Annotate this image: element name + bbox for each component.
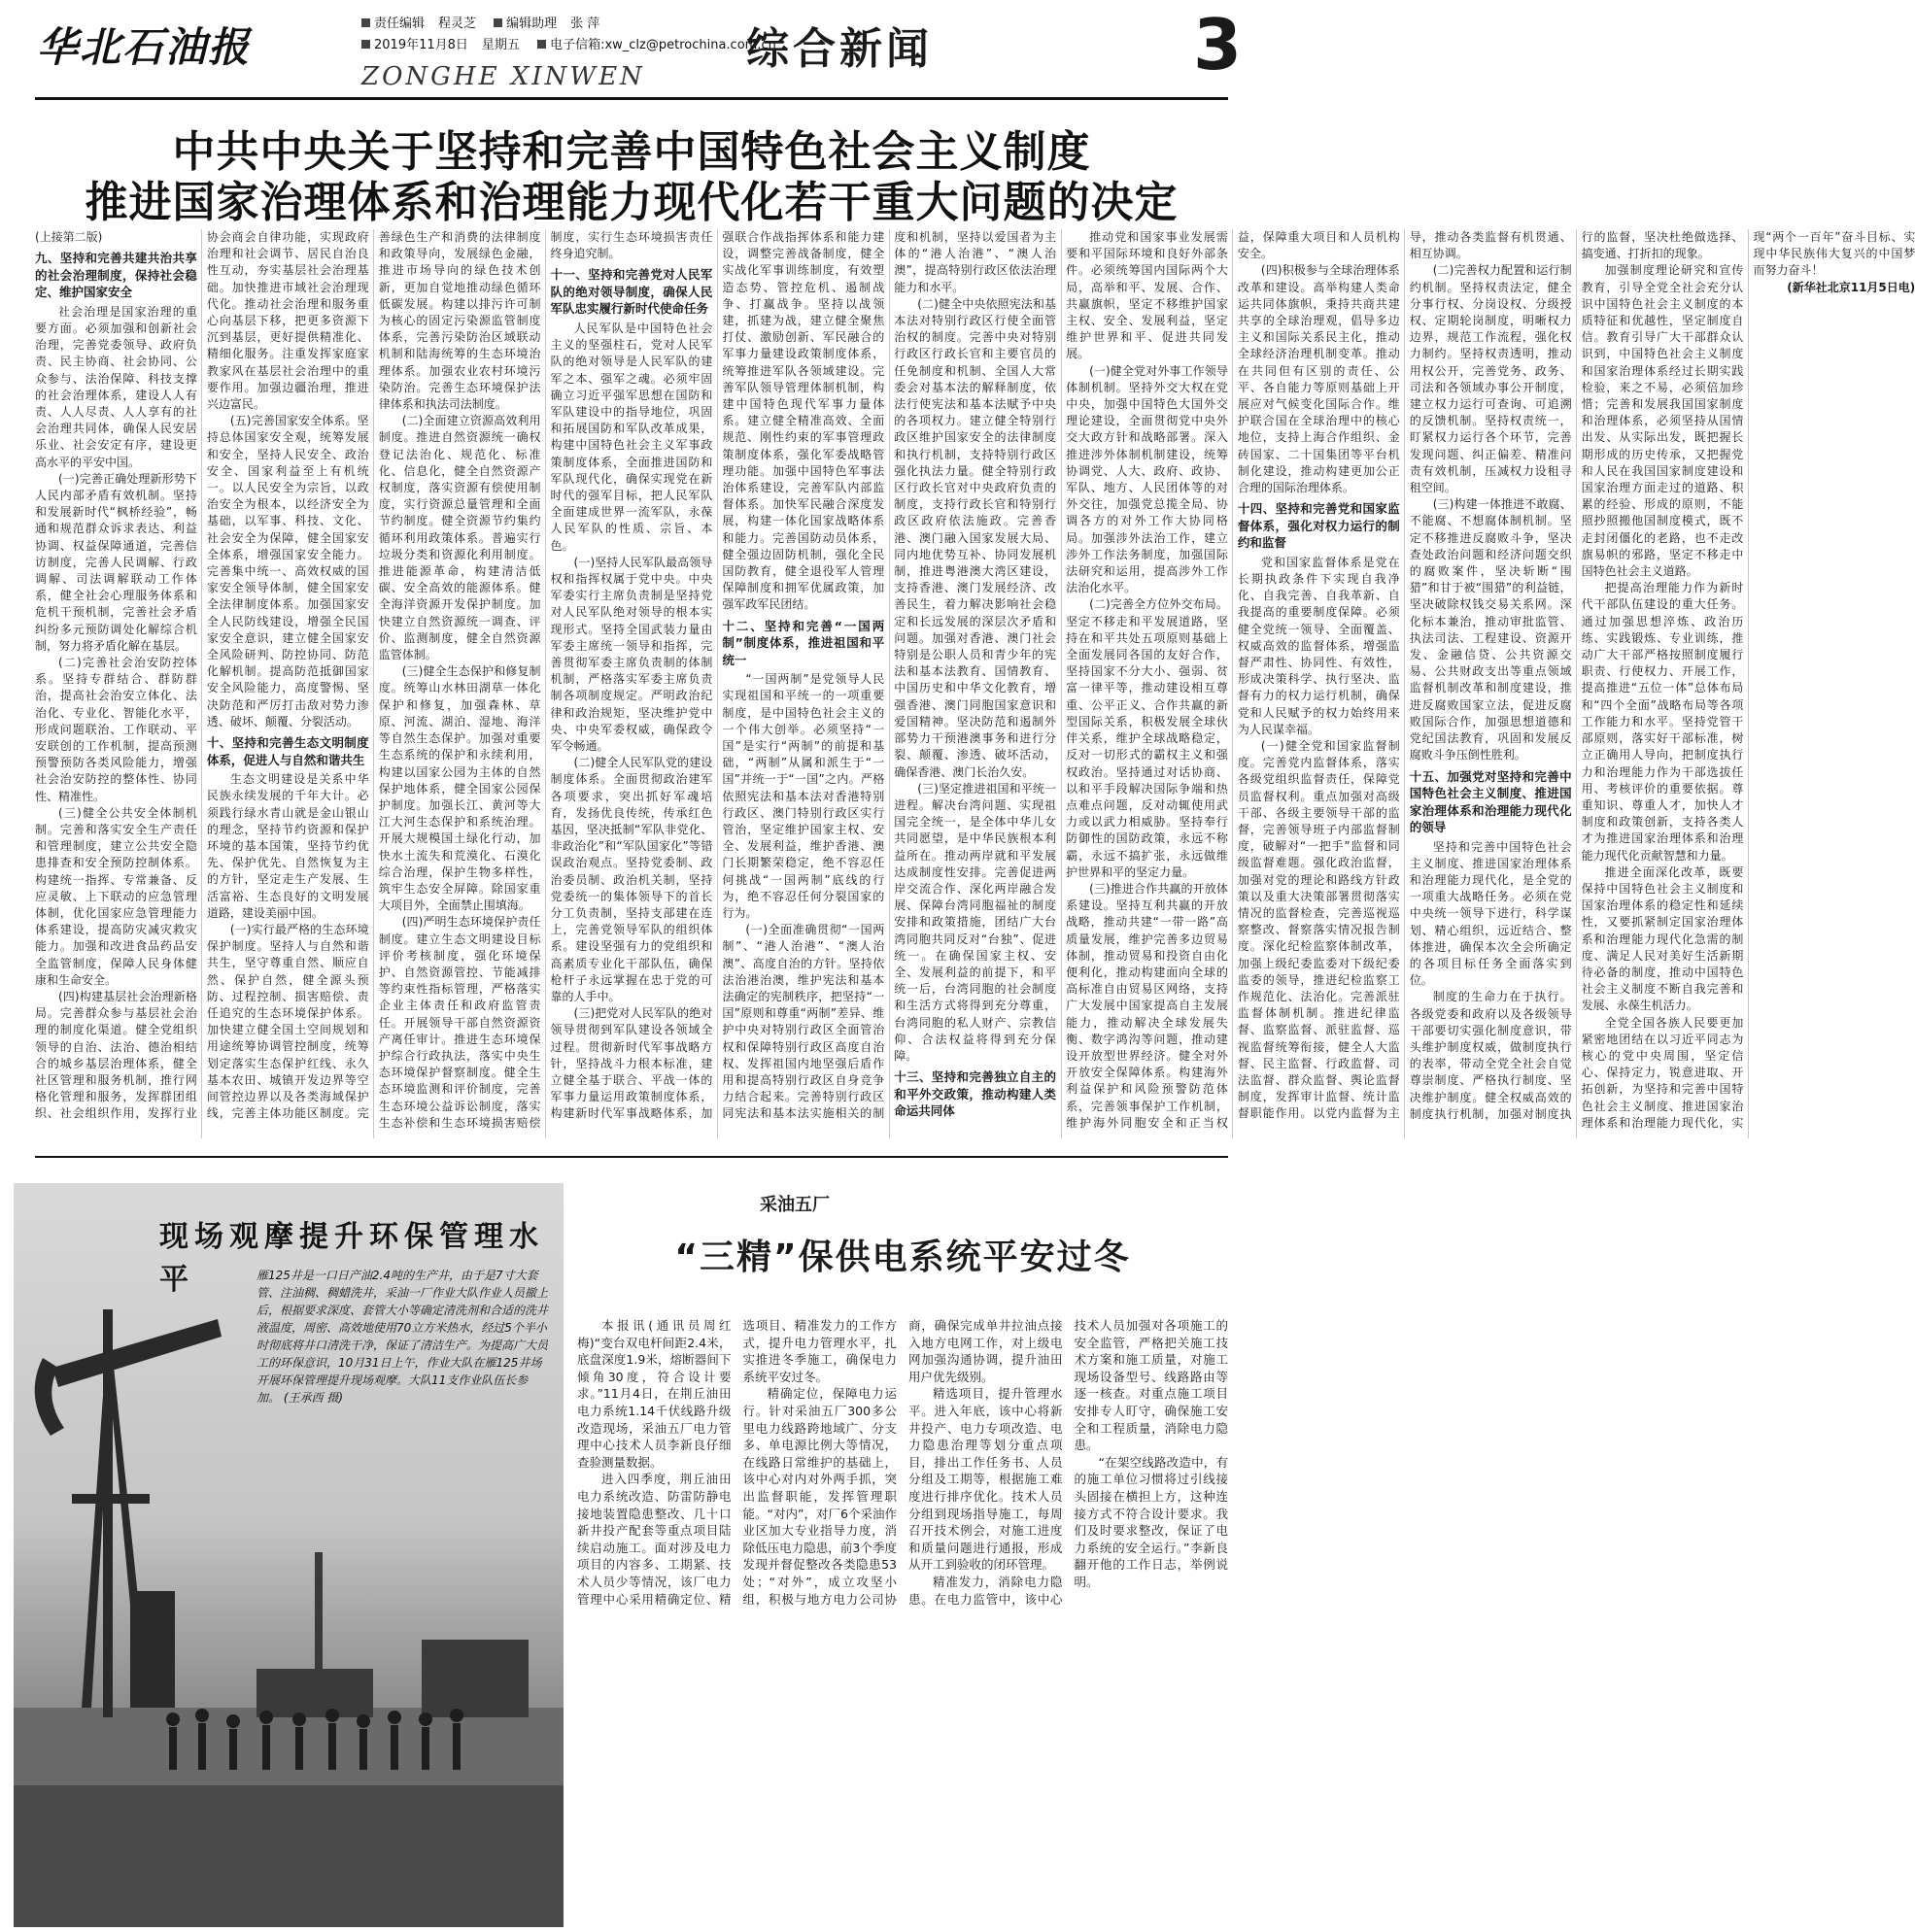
story-body: [577, 1317, 1228, 1927]
story-paragraph: 精确定位，保障电力运行。针对采油五厂300多公里电力线路跨地域广、分支多、单电源比例大等情况，在线路日常维护的基础上，该中心对内对外两手抓，突出监督职能，发挥管理职能。“对内”，对厂6个采油作业区加大专业指导力度，消除低压电力隐患，前3个季度发现并督促整改各类隐患53处；“对外”，成立攻坚小组，积极与地方电力公司协商，确保完成单井拉油点接入地方电网工作，对上级电网加强沟通协调，提升油田用户优先级别。: [742, 1318, 1063, 1607]
photo-caption: [256, 1267, 548, 1407]
editor-label: 责任编辑: [374, 17, 426, 31]
section-title: 综合新闻: [746, 24, 933, 74]
email-address: xw_clz@petrochina.com.cn: [604, 38, 776, 52]
headline-line-1: 中共中央关于坚持和完善中国特色社会主义制度: [172, 127, 1091, 177]
story-paragraph: 本报讯(通讯员周红梅)“变台双电杆间距2.4米，底盘深度1.9米，熔断器间下倾角30度，符合设计要求。”11月4日，在荆丘油田电力系统1.14千伏线路升级改造现场，采油五厂电力管理中心技术人员李新良仔细查验测量数据。: [577, 1318, 732, 1470]
story-paragraph: 精选项目，提升管理水平。进入年底，该中心将新井投产、电力专项改造、电力隐患治理等划分重点项目，排出工作任务书、人员分组及工期等，根据施工难度进行排序优化。技术人员分组到现场指导施工，每周召开技术例会，对施工进度和质量问题进行通报，形成从开工到验收的闭环管理。: [908, 1386, 1063, 1573]
section-heading: 十、坚持和完善生态文明制度体系，促进人与自然和谐共生: [206, 735, 369, 767]
article-paragraph: 党和国家监督体系是党在长期执政条件下实现自我净化、自我完善、自我革新、自我提高的重要制度保障。必须健全党统一领导、全面覆盖、权威高效的监督体系，增强监督严肃性、协同性、有效性，形成决策科学、执行坚决、监督有力的权力运行机制，确保党和人民赋予的权力始终用来为人民谋幸福。: [1237, 555, 1400, 736]
article-paragraph: 推进全面深化改革，既要保持中国特色社会主义制度和国家治理体系的稳定性和延续性，又要抓紧制定国家治理体系和治理能力现代化急需的制度、满足人民对美好生活新期待必备的制度，推动中国特色社会主义制度不断自我完善和发展、永葆生机活力。: [1581, 864, 1744, 1013]
article-paragraph: (二)完善社会治安防控体系。坚持专群结合、群防群治，提高社会治安立体化、法治化、专业化、智能化水平，形成问题联治、工作联动、平安联创的工作机制，提高预测预警预防各类风险能力，增强社会治安防控的整体性、协同性、精准性。: [35, 655, 197, 803]
article-paragraph: (三)把党对人民军队的绝对领导贯彻到军队建设各领域全过程。贯彻新时代军事战略方针，坚持战斗力根本标准，建立健全基于联合、平战一体的军事力量运用政策制度体系，构建新时代军事战略体系，加强联合作战指挥体系和能力建设，调整完善战备制度，健全实战化军事训练制度，有效塑造态势、管控危机、遏制战争、打赢战争。坚持以战领建，抓建为战，建立健全聚焦打仗、激励创新、军民融合的军事力量建设政策制度体系，统筹推进军队各领域建设。完善军队领导管理体制机制，构建中国特色现代军事力量体系。建立健全精准高效、全面规范、刚性约束的军事管理政策制度体系，强化军委战略管理功能。加强中国特色军事法治体系建设，完善军队内部监督体系。加快军民融合深度发展，构建一体化国家战略体系和能力。完善国防动员体系，健全强边固防机制，强化全民国防教育，健全退役军人管理保障制度和拥军优属政策，加强军政军民团结。: [550, 230, 885, 1121]
article-paragraph: “一国两制”是党领导人民实现祖国和平统一的一项重要制度，是中国特色社会主义的一个伟大创举。必须坚持“一国”是实行“两制”的前提和基础，“两制”从属和派生于“一国”并统一于“一国”之内。严格依照宪法和基本法对香港特别行政区、澳门特别行政区实行管治，坚定维护国家主权、安全、发展利益，维护香港、澳门长期繁荣稳定，绝不容忍任何挑战“一国两制”底线的行为，绝不容忍任何分裂国家的行为。: [722, 672, 885, 921]
square-bullet-icon: [537, 40, 546, 49]
main-article: [35, 229, 1915, 1138]
article-paragraph: (一)实行最严格的生态环境保护制度。坚持人与自然和谐共生，坚守尊重自然、顺应自然、保护自然，健全源头预防、过程控制、损害赔偿、责任追究的生态环境保护体系。加快建立健全国土空间规划和用途统筹协调管控制度，统筹划定落实生态保护红线、永久基本农田、城镇开发边界等空间管控边界以及各类海域保护线，完善主体功能区制度。完善绿色生产和消费的法律制度和政策导向，发展绿色金融，推进市场导向的绿色技术创新，更加自觉地推动绿色循环低碳发展。构建以排污许可制为核心的固定污染源监管制度体系，完善污染防治区域联动机制和陆海统筹的生态环境治理体系。加强农业农村环境污染防治。完善生态环境保护法律体系和执法司法制度。: [206, 230, 541, 1121]
assistant-name: 张 萍: [570, 17, 600, 31]
section-heading: 十二、坚持和完善“一国两制”制度体系，推进祖国和平统一: [722, 618, 885, 667]
square-bullet-icon: [494, 18, 502, 27]
editor-name: 程灵芝: [438, 17, 477, 31]
headline-line-2: 推进国家治理体系和治理能力现代化若干重大问题的决定: [85, 178, 1179, 227]
story-paragraph: 精准发力，消除电力隐患。在电力监管中，该中心技术人员加强对各项施工的安全监管，严格把关施工技术方案和施工质量，对施工现场设备型号、线路路由等逐一核查。对重点施工项目安排专人盯守，确保施工安全和工程质量，消除电力隐患。: [908, 1318, 1228, 1607]
article-paragraph: 生态文明建设是关系中华民族永续发展的千年大计。必须践行绿水青山就是金山银山的理念，坚持节约资源和保护环境的基本国策，坚持节约优先、保护优先、自然恢复为主的方针，坚定走生产发展、生活富裕、生态良好的文明发展道路，建设美丽中国。: [206, 772, 369, 920]
story-title: “三精”保供电系统平安过冬: [674, 1237, 1131, 1277]
assistant-label: 编辑助理: [506, 17, 558, 31]
article-sections: [35, 229, 1915, 1138]
article-paragraph: 加强制度理论研究和宣传教育，引导全党全社会充分认识中国特色社会主义制度的本质特征和优越性，坚定制度自信。教育引导广大干部群众认识到，中国特色社会主义制度和国家治理体系经过长期实践检验，来之不易，必须倍加珍惜；完善和发展我国国家制度和治理体系，必须坚持从国情出发、从实际出发，既把握长期形成的历史传承，又把握党和人民在我国国家制度建设和国家治理方面走过的道路、积累的经验、形成的原则，不能照抄照搬他国制度模式，既不走封闭僵化的老路，也不走改旗易帜的邪路，坚定不移走中国特色社会主义道路。: [1581, 263, 1744, 579]
newspaper-logo: 华北石油报: [37, 23, 252, 71]
section-heading: 十一、坚持和完善党对人民军队的绝对领导制度，确保人民军队忠实履行新时代使命任务: [550, 267, 713, 317]
bottom-divider: [35, 1156, 1228, 1158]
story-paragraph: 进入四季度，荆丘油田电力系统改造、防雷防静电接地装置隐患整改、几十口新井投产配套等重点项目陆续启动施工。面对涉及电力项目的内容多、工期紧、技术人员少等情况，该厂电力管理中心采用精确定位、精选项目、精准发力的工作方式，提升电力管理水平，扎实推进冬季施工，确保电力系统平安过冬。: [577, 1318, 897, 1607]
article-paragraph: (一)坚持人民军队最高领导权和指挥权属于党中央。中央军委实行主席负责制是坚持党对人民军队绝对领导的根本实现形式。坚持全国武装力量由军委主席统一领导和指挥，完善贯彻军委主席负责制的体制机制，严格落实军委主席负责制各项制度规定。严明政治纪律和政治规矩，坚决维护党中央、中央军委权威，确保政令军令畅通。: [550, 555, 713, 753]
masthead-rule: [35, 97, 1228, 100]
masthead: [0, 0, 1263, 97]
article-paragraph: 坚持和完善中国特色社会主义制度、推进国家治理体系和治理能力现代化，是全党的一项重大战略任务。必须在党中央统一领导下进行，科学谋划、精心组织，远近结合、整体推进，确保本次全会所确定的各项目标任务全面落实到位。: [1409, 839, 1572, 988]
article-paragraph: (二)健全人民军队党的建设制度体系。全面贯彻政治建军各项要求，突出抓好军魂培育，发扬优良传统，传承红色基因，坚决抵制“军队非党化、非政治化”和“军队国家化”等错误政治观点。坚持党委制、政治委员制、政治机关制，坚持党委统一的集体领导下的首长分工负责制，坚持支部建在连上，完善党领导军队的组织体系。建设坚强有力的党组织和高素质专业化干部队伍，确保枪杆子永远掌握在忠于党的可靠的人手中。: [550, 756, 713, 1004]
photo-title: 现场观摩提升环保管理水平: [159, 1220, 544, 1297]
article-paragraph: (二)全面建立资源高效利用制度。推进自然资源统一确权登记法治化、规范化、标准化、信息化，健全自然资源产权制度，落实资源有偿使用制度，实行资源总量管理和全面节约制度。健全资源节约集约循环利用政策体系。普遍实行垃圾分类和资源化利用制度。推进能源革命，构建清洁低碳、安全高效的能源体系。健全海洋资源开发保护制度。加快建立自然资源统一调查、评价、监测制度，健全自然资源监管体制。: [378, 414, 541, 662]
article-paragraph: 把提高治理能力作为新时代干部队伍建设的重大任务。通过加强思想淬炼、政治历练、实践锻炼、专业训练，推动广大干部严格按照制度履行职责、行使权力、开展工作，提高推进“五位一体”总体布局和“四个全面”战略布局等各项工作能力和水平。坚持党管干部原则，落实好干部标准，树立正确用人导向，把制度执行力和治理能力作为干部选拔任用、考核评价的重要依据。尊重知识、尊重人才，加快人才制度和政策创新，支持各类人才为推进国家治理体系和治理能力现代化贡献智慧和力量。: [1581, 581, 1744, 863]
article-paragraph: 制度的生命力在于执行。各级党委和政府以及各级领导干部要切实强化制度意识，带头维护制度权威，做制度执行的表率，带动全党全社会自觉尊崇制度、严格执行制度、坚决维护制度。健全权威高效的制度执行机制，加强对制度执行的监督，坚决杜绝做选择、搞变通、打折扣的现象。: [1409, 230, 1744, 1121]
section-pinyin: ZONGHE XINWEN: [361, 62, 645, 91]
story-kicker: 采油五厂: [760, 1195, 830, 1215]
section-heading: 十五、加强党对坚持和完善中国特色社会主义制度、推进国家治理体系和治理能力现代化的领导: [1409, 768, 1572, 834]
page-number: 3: [1193, 4, 1243, 85]
article-paragraph: (三)健全公共安全体制机制。完善和落实安全生产责任和管理制度，建立公共安全隐患排查和安全预防控制体系。构建统一指挥、专常兼备、反应灵敏、上下联动的应急管理体制，优化国家应急管理能力体系建设，提高防灾减灾救灾能力。加强和改进食品药品安全监管制度，保障人民身体健康和生命安全。: [35, 805, 197, 987]
article-paragraph: (三)健全生态保护和修复制度。统筹山水林田湖草一体化保护和修复，加强森林、草原、河流、湖泊、湿地、海洋等自然生态保护。加强对重要生态系统的保护和永续利用，构建以国家公园为主体的自然保护地体系，健全国家公园保护制度。加强长江、黄河等大江大河生态保护和系统治理。开展大规模国土绿化行动，加快水土流失和荒漠化、石漠化综合治理，保护生物多样性，筑牢生态安全屏障。除国家重大项目外，全面禁止围填海。: [378, 664, 541, 913]
story-paragraph: “在架空线路改造中，有的施工单位习惯将过引线接头固接在横担上方，这种连接方式不符合设计要求。我们及时要求整改，保证了电力系统的安全运行。”李新良翻开他的工作日志，举例说明。: [1074, 1454, 1228, 1589]
article-paragraph: 推动党和国家事业发展需要和平国际环境和良好外部条件。必须统筹国内国际两个大局，高举和平、发展、合作、共赢旗帜，坚定不移维护国家主权、安全、发展利益，坚定维护世界和平、促进共同发展。: [1066, 230, 1228, 361]
article-paragraph: (三)坚定推进祖国和平统一进程。解决台湾问题、实现祖国完全统一，是全体中华儿女共同愿望，是中华民族根本利益所在。推动两岸就和平发展达成制度性安排。完善促进两岸交流合作、深化两岸融合发展、保障台湾同胞福祉的制度安排和政策措施，团结广大台湾同胞共同反对“台独”、促进统一。在确保国家主权、安全、发展利益的前提下，和平统一后，台湾同胞的社会制度和生活方式将得到充分尊重，台湾同胞的私人财产、宗教信仰、合法权益将得到充分保障。: [894, 781, 1057, 1063]
article-paragraph: (五)完善国家安全体系。坚持总体国家安全观，统筹发展和安全，坚持人民安全、政治安全、国家利益至上有机统一。以人民安全为宗旨，以政治安全为根本，以经济安全为基础，以军事、科技、文化、社会安全为保障，健全国家安全体系，增强国家安全能力。完善集中统一、高效权威的国家安全领导体制，健全国家安全法律制度体系。加强国家安全人民防线建设，增强全民国家安全意识，建立健全国家安全风险研判、防控协同、防范化解机制。提高防范抵御国家安全风险能力，高度警惕、坚决防范和严厉打击敌对势力渗透、破坏、颠覆、分裂活动。: [206, 414, 369, 729]
article-paragraph: (一)健全党对外事工作领导体制机制。坚持外交大权在党中央，加强中国特色大国外交理论建设，全面贯彻党中央外交大政方针和战略部署。深入推进涉外体制机制建设，统筹协调党、人大、政府、政协、军队、地方、人民团体等的对外交往，加强党总揽全局、协调各方的对外工作大协同格局。加强涉外法治工作，建立涉外工作法务制度，加强国际法研究和运用，提高涉外工作法治化水平。: [1066, 363, 1228, 595]
article-paragraph: (三)构建一体推进不敢腐、不能腐、不想腐体制机制。坚定不移推进反腐败斗争，坚决查处政治问题和经济问题交织的腐败案件，坚决斩断“围猎”和甘于被“围猎”的利益链，坚决破除权钱交易关系网。深化标本兼治，推动审批监管、执法司法、工程建设、资源开发、金融信贷、公共资源交易、公共财政支出等重点领域监督机制改革和制度建设，推进反腐败国家立法，促进反腐败国际合作，加强思想道德和党纪国法教育，巩固和发展反腐败斗争压倒性胜利。: [1409, 497, 1572, 763]
article-paragraph: (四)积极参与全球治理体系改革和建设。高举构建人类命运共同体旗帜，秉持共商共建共享的全球治理观，倡导多边主义和国际关系民主化，推动全球经济治理机制变革。推动在共同但有区别的责任、公平、各自能力等原则基础上开展应对气候变化国际合作。维护联合国在全球治理中的核心地位，支持上海合作组织、金砖国家、二十国集团等平台机制化建设，推动构建更加公正合理的国际治理体系。: [1237, 263, 1400, 495]
article-paragraph: (一)全面准确贯彻“一国两制”、“港人治港”、“澳人治澳”、高度自治的方针。坚持依法治港治澳，维护宪法和基本法确定的宪制秩序，把坚持“一国”原则和尊重“两制”差异、维护中央对特别行政区全面管治权和保障特别行政区高度自治权、发挥祖国内地坚强后盾作用和提高特别行政区自身竞争力结合起来。完善特别行政区同宪法和基本法实施相关的制度和机制，坚持以爱国者为主体的“港人治港”、“澳人治澳”，提高特别行政区依法治理能力和水平。: [722, 230, 1057, 1121]
article-paragraph: (一)完善正确处理新形势下人民内部矛盾有效机制。坚持和发展新时代“枫桥经验”，畅通和规范群众诉求表达、利益协调、权益保障通道，完善信访制度，完善人民调解、行政调解、司法调解联动工作体系，健全社会心理服务体系和危机干预机制，完善社会矛盾纠纷多元预防调处化解综合机制，努力将矛盾化解在基层。: [35, 471, 197, 653]
email-label: 电子信箱:: [550, 38, 605, 52]
article-paragraph: (三)推进合作共赢的开放体系建设。坚持互利共赢的开放战略，推动共建“一带一路”高质量发展，维护完善多边贸易体制，推动贸易和投资自由化便利化，推动构建面向全球的高标准自由贸易区网络，支持广大发展中国家提高自主发展能力，推动解决全球发展失衡、数字鸿沟等问题，推动建设开放型世界经济。健全对外开放安全保障体系。构建海外利益保护和风险预警防范体系，完善领事保护工作机制，维护海外同胞安全和正当权益，保障重大项目和人员机构安全。: [1066, 230, 1400, 1130]
article-paragraph: (二)完善权力配置和运行制约机制。坚持权责法定，健全分事行权、分岗设权、分级授权、定期轮岗制度，明晰权力边界，规范工作流程，强化权力制约。坚持权责透明，推动用权公开，完善党务、政务、司法和各领域办事公开制度，建立权力运行可查询、可追溯的反馈机制。坚持权责统一，盯紧权力运行各个环节，完善发现问题、纠正偏差、精准问责有效机制，压减权力设租寻租空间。: [1409, 263, 1572, 495]
article-source: (新华社北京11月5日电): [1787, 280, 1915, 294]
article-paragraph: 社会治理是国家治理的重要方面。必须加强和创新社会治理，完善党委领导、政府负责、民主协商、社会协同、公众参与、法治保障、科技支撑的社会治理体系，建设人人有责、人人尽责、人人享有的社会治理共同体，确保人民安居乐业、社会安定有序，建设更高水平的平安中国。: [35, 304, 197, 469]
article-paragraph: (二)完善全方位外交布局。坚定不移走和平发展道路，坚持在和平共处五项原则基础上全面发展同各国的友好合作，坚持国家不分大小、强弱、贫富一律平等，推动建设相互尊重、公平正义、合作共赢的新型国际关系，积极发展全球伙伴关系，维护全球战略稳定，反对一切形式的霸权主义和强权政治。坚持通过对话协商、以和平手段解决国际争端和热点难点问题，反对动辄使用武力或以武力相威胁。坚持奉行防御性的国防政策，永远不称霸，永远不搞扩张，永远做维护世界和平的坚定力量。: [1066, 597, 1228, 879]
section-heading: 十四、坚持和完善党和国家监督体系，强化对权力运行的制约和监督: [1237, 501, 1400, 551]
section-heading: 十三、坚持和完善独立自主的和平外交政策，推动构建人类命运共同体: [894, 1069, 1057, 1119]
photo-credit: (王承西 摄): [283, 1391, 344, 1405]
date-line: [361, 35, 790, 56]
square-bullet-icon: [361, 40, 370, 49]
masthead-info: [361, 14, 790, 56]
issue-weekday: 星期五: [481, 38, 520, 52]
photo-caption-text: 雁125井是一口日产油2.4吨的生产井，由于是7寸大套管、注油稠、稠蜡洗井，采油一厂作业大队作业人员撤上后，根据要求深度、套管大小等确定清洗剂和合适的洗井液温度，周密、高效地使用70立方米热水，经过5个半小时彻底将井口清洗干净，保证了清洁生产。为提高广大员工的环保意识，10月31日上午，作业大队在雁125井场开展环保管理提升现场观摩。大队11支作业队伍长参加。: [256, 1269, 549, 1405]
article-paragraph: 全党全国各族人民要更加紧密地团结在以习近平同志为核心的党中央周围，坚定信心、保持定力，锐意进取、开拓创新，为坚持和完善中国特色社会主义制度、推进国家治理体系和治理能力现代化，实现“两个一百年”奋斗目标、实现中华民族伟大复兴的中国梦而努力奋斗！: [1581, 230, 1915, 1130]
side-story: [577, 1171, 1228, 1927]
article-paragraph: (四)严明生态环境保护责任制度。建立生态文明建设目标评价考核制度，强化环境保护、自然资源管控、节能减排等约束性指标管理，严格落实企业主体责任和政府监管责任。开展领导干部自然资源资产离任审计。推进生态环境保护综合行政执法，落实中央生态环境保护督察制度。健全生态环境监测和评价制度，完善生态环境公益诉讼制度，落实生态补偿和生态环境损害赔偿制度，实行生态环境损害责任终身追究制。: [378, 230, 713, 1130]
section-heading: 九、坚持和完善共建共治共享的社会治理制度，保持社会稳定、维护国家安全: [35, 251, 197, 300]
continued-marker: (上接第二版): [35, 230, 103, 244]
article-paragraph: (二)健全中央依照宪法和基本法对特别行政区行使全面管治权的制度。完善中央对特别行政区行政长官和主要官员的任免制度和机制、全国人大常委会对基本法的解释制度，依法行使宪法和基本法赋予中央的各项权力。建立健全特别行政区维护国家安全的法律制度和执行机制，支持特别行政区强化执法力量。健全特别行政区行政长官对中央政府负责的制度，支持行政长官和特别行政区政府依法施政。完善香港、澳门融入国家发展大局、同内地优势互补、协同发展机制，推进粤港澳大湾区建设，支持香港、澳门发展经济、改善民生，着力解决影响社会稳定和长远发展的深层次矛盾和问题。加强对香港、澳门社会特别是公职人员和青少年的宪法和基本法教育、国情教育、中国历史和中华文化教育，增强香港、澳门同胞国家意识和爱国精神。坚决防范和遏制外部势力干预港澳事务和进行分裂、颠覆、渗透、破坏活动，确保香港、澳门长治久安。: [894, 296, 1057, 779]
article-paragraph: (一)健全党和国家监督制度。完善党内监督体系，落实各级党组织监督责任，保障党员监督权利。重点加强对高级干部、各级主要领导干部的监督，完善领导班子内部监督制度，破解对“一把手”监督和同级监督难题。强化政治监督，加强对党的理论和路线方针政策以及重大决策部署贯彻落实情况的监督检查，完善巡视巡察整改、督察落实情况报告制度。深化纪检监察体制改革，加强上级纪委监委对下级纪委监委的领导，推进纪检监察工作规范化、法治化。完善派驻监督体制机制。推进纪律监督、监察监督、派驻监督、巡视监督统筹衔接，健全人大监督、民主监督、行政监督、司法监督、群众监督、舆论监督制度，发挥审计监督、统计监督职能作用。以党内监督为主导，推动各类监督有机贯通、相互协调。: [1237, 230, 1572, 1121]
article-paragraph: 人民军队是中国特色社会主义的坚强柱石，党对人民军队的绝对领导是人民军队的建军之本、强军之魂。必须牢固确立习近平强军思想在国防和军队建设中的指导地位，巩固和拓展国防和军队改革成果，构建中国特色社会主义军事政策制度体系，全面推进国防和军队现代化，确保实现党在新时代的强军目标，把人民军队全面建成世界一流军队，永葆人民军队的性质、宗旨、本色。: [550, 321, 713, 553]
issue-date: 2019年11月8日: [374, 38, 468, 52]
editor-line: [361, 14, 790, 35]
news-photo: [14, 1183, 564, 1927]
article-paragraph: (四)构建基层社会治理新格局。完善群众参与基层社会治理的制度化渠道。健全党组织领导的自治、法治、德治相结合的城乡基层治理体系，健全社区管理和服务机制，推行网格化管理和服务，发挥群团组织、社会组织作用，发挥行业协会商会自律功能，实现政府治理和社会调节、居民自治良性互动，夯实基层社会治理基础。加快推进市域社会治理现代化。推动社会治理和服务重心向基层下移，把更多资源下沉到基层，更好提供精准化、精细化服务。注重发挥家庭家教家风在基层社会治理中的重要作用。加强边疆治理，推进兴边富民。: [35, 230, 369, 1121]
square-bullet-icon: [361, 18, 370, 27]
